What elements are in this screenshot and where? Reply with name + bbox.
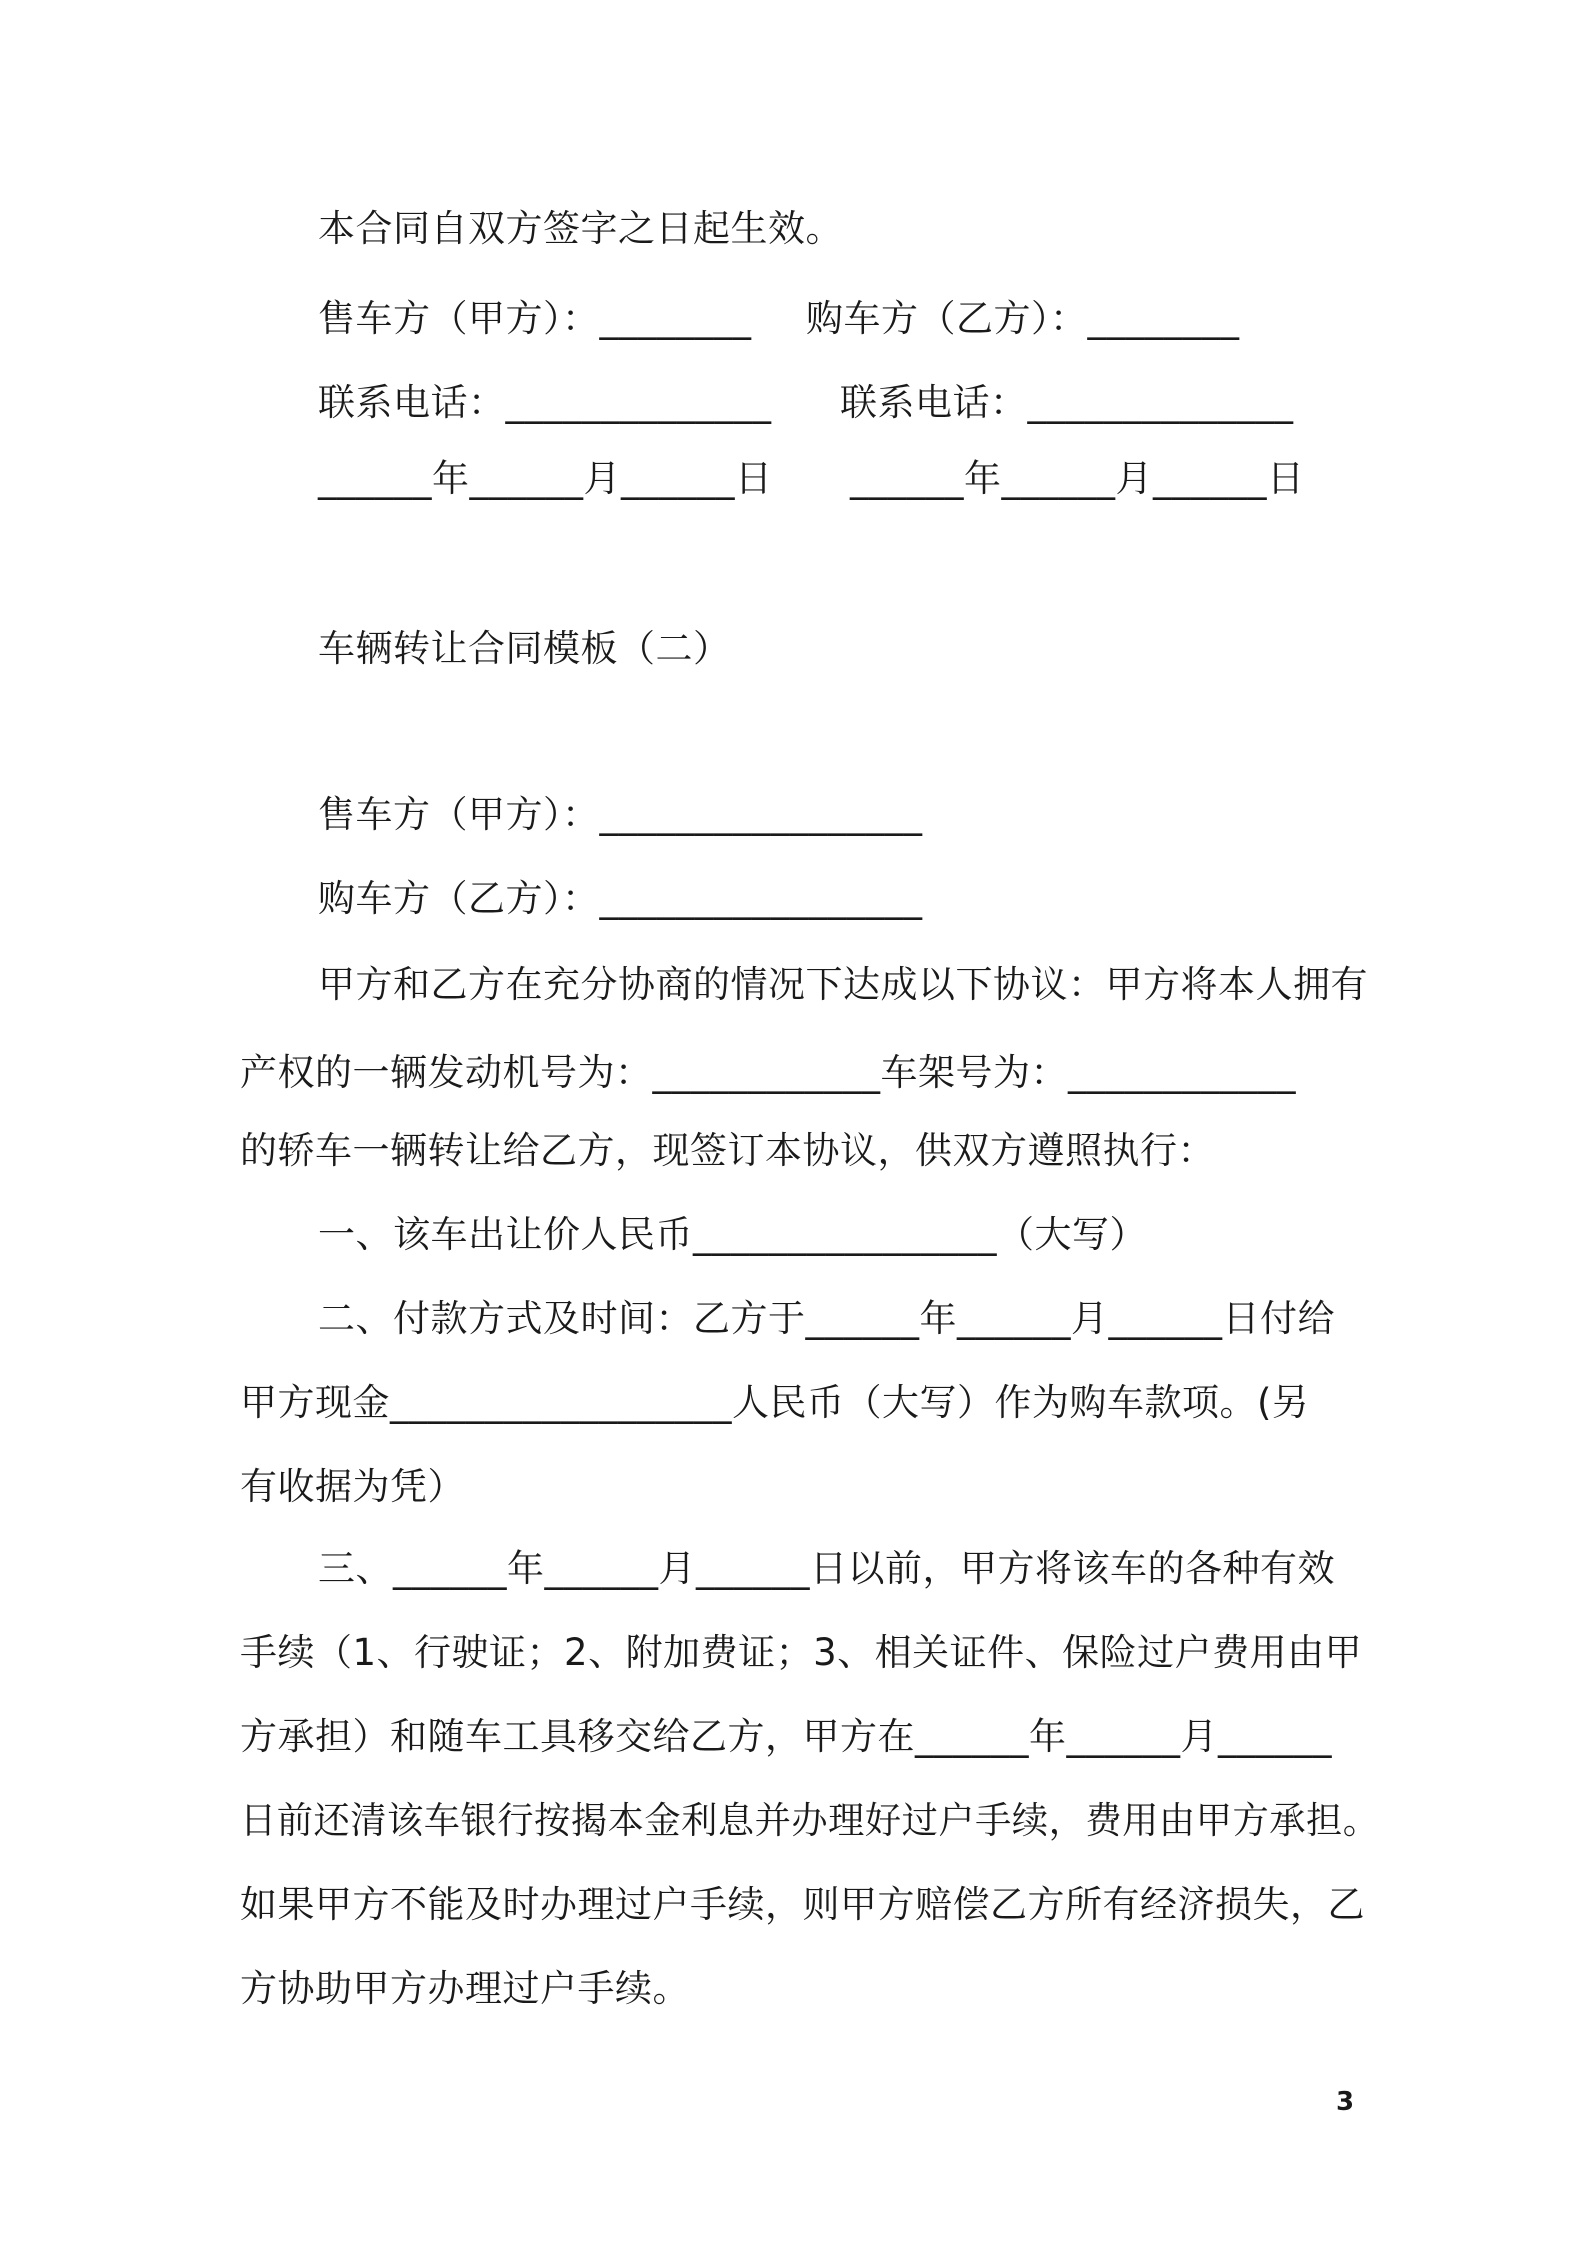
seller-party-line: 售车方（甲方）：_________________ [318,793,923,836]
buyer-signature-line: 购车方（乙方）：________ [806,297,1240,340]
page-number: 3 [1336,2087,1355,2117]
seller-date-line: ______年______月______日 [318,457,773,500]
payment-clause-line-1: 二、付款方式及时间：乙方于______年______月______日付给 [318,1297,1335,1340]
buyer-date-line: ______年______月______日 [850,457,1305,500]
agreement-line-3: 的轿车一辆转让给乙方，现签订本协议，供双方遵照执行： [240,1129,1215,1172]
buyer-phone-line: 联系电话：______________ [840,381,1294,424]
agreement-line-2: 产权的一辆发动机号为：____________车架号为：____________ [240,1051,1296,1094]
seller-phone-line: 联系电话：______________ [318,381,772,424]
seller-signature-line: 售车方（甲方）：________ [318,297,752,340]
transfer-clause-line-3: 方承担）和随车工具移交给乙方，甲方在______年______月______ [240,1715,1332,1758]
payment-clause-line-2: 甲方现金__________________人民币（大写）作为购车款项。(另 [240,1381,1310,1424]
transfer-clause-line-6: 方协助甲方办理过户手续。 [240,1967,690,2010]
transfer-clause-line-2: 手续（1、行驶证；2、附加费证；3、相关证件、保险过户费用由甲 [240,1631,1363,1674]
effective-clause: 本合同自双方签字之日起生效。 [318,207,843,250]
price-clause: 一、该车出让价人民币________________（大写） [318,1213,1147,1256]
section-title: 车辆转让合同模板（二） [318,627,731,670]
agreement-line-1: 甲方和乙方在充分协商的情况下达成以下协议：甲方将本人拥有 [318,963,1368,1006]
transfer-clause-line-1: 三、______年______月______日以前，甲方将该车的各种有效 [318,1547,1335,1590]
payment-clause-line-3: 有收据为凭） [240,1465,465,1508]
transfer-clause-line-5: 如果甲方不能及时办理过户手续，则甲方赔偿乙方所有经济损失，乙 [240,1883,1365,1926]
transfer-clause-line-4: 日前还清该车银行按揭本金利息并办理好过户手续，费用由甲方承担。 [240,1799,1380,1842]
buyer-party-line: 购车方（乙方）：_________________ [318,877,923,920]
